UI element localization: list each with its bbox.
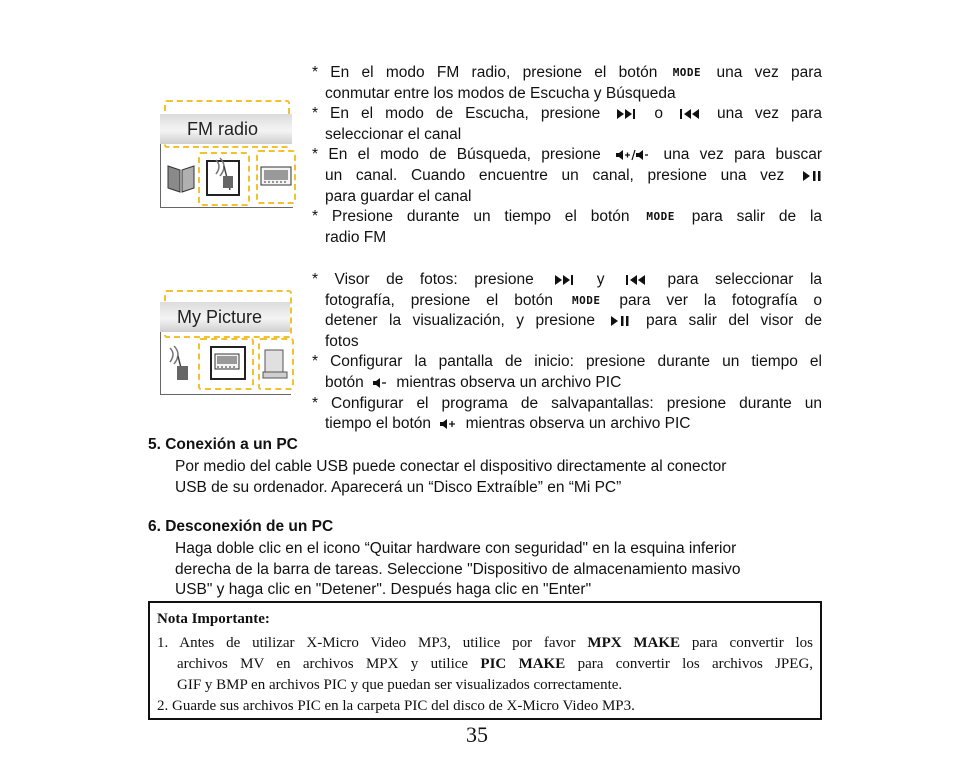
volume-down-icon <box>372 377 388 389</box>
volume-up-icon <box>439 418 457 430</box>
page-number: 35 <box>466 722 488 747</box>
radio-antenna-icon <box>212 156 236 192</box>
book-icon <box>166 162 196 194</box>
previous-track-icon <box>625 274 647 286</box>
fm-bullets: * En el modo FM radio, presione el botón MODE una vez para conmutar entre los modos de Escucha y Búsqueda * En el modo de Escucha, presione o una vez para seleccionar el canal * En el modo de Búsqueda, presione una vez para buscar un canal. Cuando encuentre un canal, presione una vez para guardar el canal * Presione durante un tiempo el botón MODE para salir de la radio FM <box>312 64 823 246</box>
next-track-icon <box>616 108 638 120</box>
play-pause-icon <box>610 315 630 327</box>
my-picture-screen <box>158 288 294 398</box>
mode-button-icon: MODE <box>646 210 675 224</box>
fm-radio-title: FM radio <box>160 114 292 144</box>
section6-heading: 6. Desconexión de un PC <box>148 518 334 535</box>
my-picture-title: My Picture <box>160 302 290 332</box>
picture-film-icon <box>260 166 294 186</box>
picture-film-icon <box>214 353 242 371</box>
section5-heading: 5. Conexión a un PC <box>148 436 298 453</box>
radio-antenna-icon <box>166 344 192 384</box>
computer-icon <box>262 348 288 382</box>
important-note-box: Nota Importante: 1. Antes de utilizar X-Micro Video MP3, utilice por favor MPX MAKE para convertir los archivos MV en archivos MPX y utilice PIC MAKE para convertir los archivos JPEG, GIF y BMP en archivos PIC y que puedan ser visualizados correctamente. 2. Guarde sus archivos PIC en la carpeta PIC del disco de X-Micro Video MP3. <box>148 601 822 720</box>
volume-up-down-icon <box>615 149 649 161</box>
note-title: Nota Importante: <box>157 611 270 627</box>
next-track-icon <box>554 274 576 286</box>
play-pause-icon <box>802 170 822 182</box>
mode-button-icon: MODE <box>571 293 601 307</box>
section6-body: Haga doble clic en el icono “Quitar hardware con seguridad" en la esquina inferior derecha de la barra de tareas. Seleccione "Dispositivo de almacenamiento masivo USB" y haga clic en "Detener". Después haga clic en "Enter" <box>175 540 741 599</box>
previous-track-icon <box>679 108 701 120</box>
note-item-2: 2. Guarde sus archivos PIC en la carpeta PIC del disco de X-Micro Video MP3. <box>157 698 635 714</box>
picture-bullets: * Visor de fotos: presione y para seleccionar la fotografía, presione el botón MODE para ver la fotografía o detener la visualización, y presione para salir del visor de fotos * Configurar la pantalla de inicio: presione durante un tiempo el botón mientras observa un archivo PIC * Configurar el programa de salvapantallas: presione durante un tiempo el botón mientras observa un archivo PIC <box>312 271 823 433</box>
section5-body: Por medio del cable USB puede conectar el dispositivo directamente al conector USB de su ordenador. Aparecerá un “Disco Extraíble” en “Mi PC” <box>175 458 727 496</box>
mode-button-icon: MODE <box>672 66 702 79</box>
fm-radio-screen <box>160 100 294 210</box>
note-item-1: 1. Antes de utilizar X-Micro Video MP3, utilice por favor MPX MAKE para convertir los <box>157 635 814 651</box>
